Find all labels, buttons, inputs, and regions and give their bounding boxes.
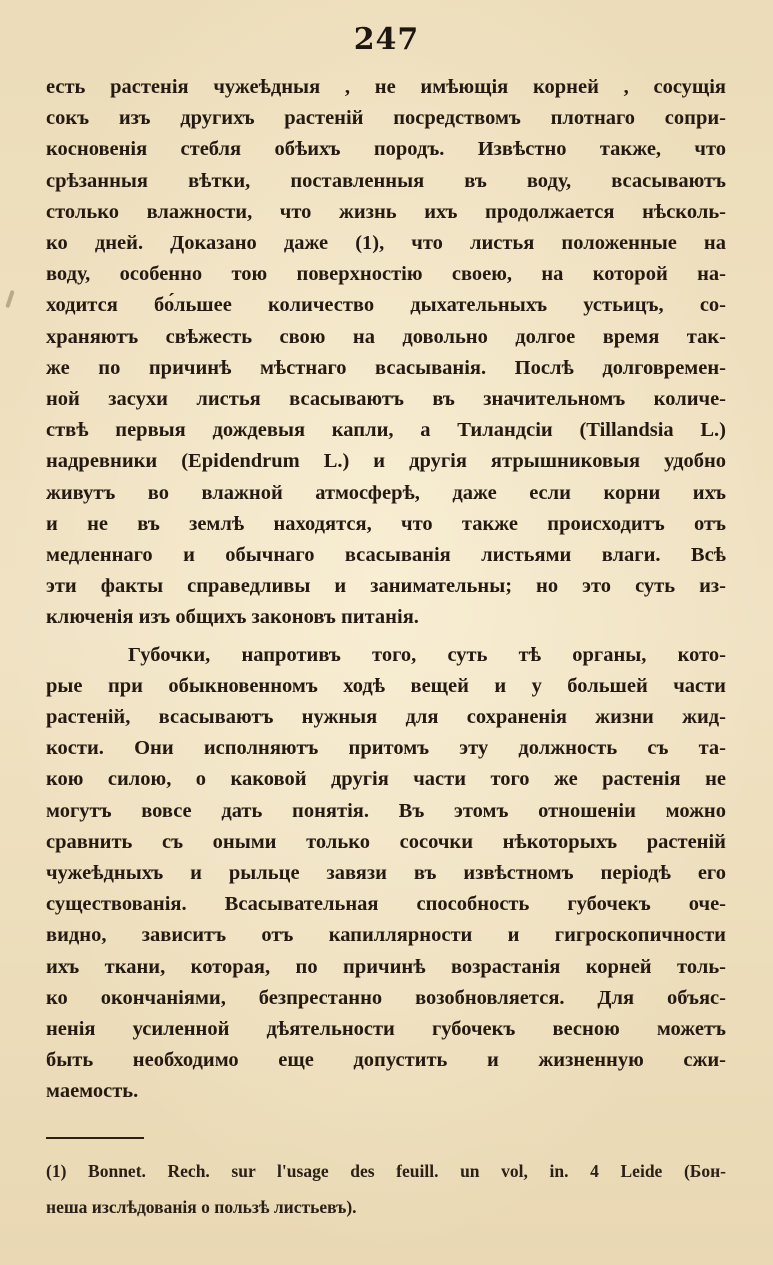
text-line: ствѣ первыя дождевыя капли, а Тиландсіи (Tillandsia L.) [46,419,726,441]
text-line: есть растенія чужеѣдныя , не имѣющія корней , сосущія [46,76,726,98]
text-line: храняютъ свѣжесть свою на довольно долгое время так- [46,326,726,348]
page-number: 247 [353,22,420,57]
text-line: воду, особенно тою поверхностію своею, на которой на- [46,263,726,285]
text-line: живутъ во влажной атмосферѣ, даже если корни ихъ [46,482,726,504]
text-line: же по причинѣ мѣстнаго всасыванія. Послѣ долговремен- [46,357,726,379]
text-line: медленнаго и обычнаго всасыванія листьями влаги. Всѣ [46,544,726,566]
text-line: столько влажности, что жизнь ихъ продолжается нѣсколь- [46,201,726,223]
text-line: сокъ изъ другихъ растеній посредствомъ плотнаго сопри- [46,107,726,129]
paragraph-end-line: маемость. [46,1080,139,1102]
text-line: ненія усиленной дѣятельности губочекъ весною можетъ [46,1018,726,1040]
text-line: могутъ вовсе дать понятія. Въ этомъ отношеніи можно [46,800,726,822]
text-line: и не въ землѣ находятся, что также происходитъ отъ [46,513,726,535]
text-line: быть необходимо еще допустить и жизненную сжи- [46,1049,726,1071]
text-line: существованія. Всасывательная способность губочекъ оче- [46,893,726,915]
text-line: эти факты справедливы и занимательны; но это суть из- [46,575,726,597]
text-line: кою силою, о каковой другія части того же растенія не [46,768,726,790]
footnote-end-line: неша изслѣдованія о пользѣ листьевъ). [46,1197,357,1217]
text-line: срѣзанныя вѣтки, поставленныя въ воду, всасываютъ [46,170,726,192]
text-line: видно, зависитъ отъ капиллярности и гигроскопичности [46,924,726,946]
footnote-line: (1) Bonnet. Rech. sur l'usage des feuill. un vol, in. 4 Leide (Бон- [46,1161,726,1181]
text-line: рые при обыкновенномъ ходѣ вещей и у большей части [46,675,726,697]
text-line: сравнить съ оными только сосочки нѣкоторыхъ растеній [46,831,726,853]
text-line: надревники (Epidendrum L.) и другія ятрышниковыя удобно [46,450,726,472]
text-line: чужеѣдныхъ и рыльце завязи въ извѣстномъ періодѣ его [46,862,726,884]
text-line: ихъ ткани, которая, по причинѣ возрастанія корней толь- [46,956,726,978]
text-line: ко дней. Доказано даже (1), что листья положенные на [46,232,726,254]
text-line: ходится бо́льшее количество дыхательныхъ устьицъ, со- [46,294,726,316]
text-line: растеній, всасываютъ нужныя для сохраненія жизни жид- [46,706,726,728]
margin-mark [5,290,14,308]
footnote-rule [46,1137,144,1139]
text-line: ко окончаніями, безпрестанно возобновляется. Для объяс- [46,987,726,1009]
paragraph-start-line: Губочки, напротивъ того, суть тѣ органы, кото- [128,644,726,666]
paragraph-end-line: ключенія изъ общихъ законовъ питанія. [46,606,419,628]
text-line: кости. Они исполняютъ притомъ эту должность съ та- [46,737,726,759]
text-line: ной засухи листья всасываютъ въ значительномъ количе- [46,388,726,410]
text-line: косновенія стебля обѣихъ породъ. Извѣстно также, что [46,138,726,160]
